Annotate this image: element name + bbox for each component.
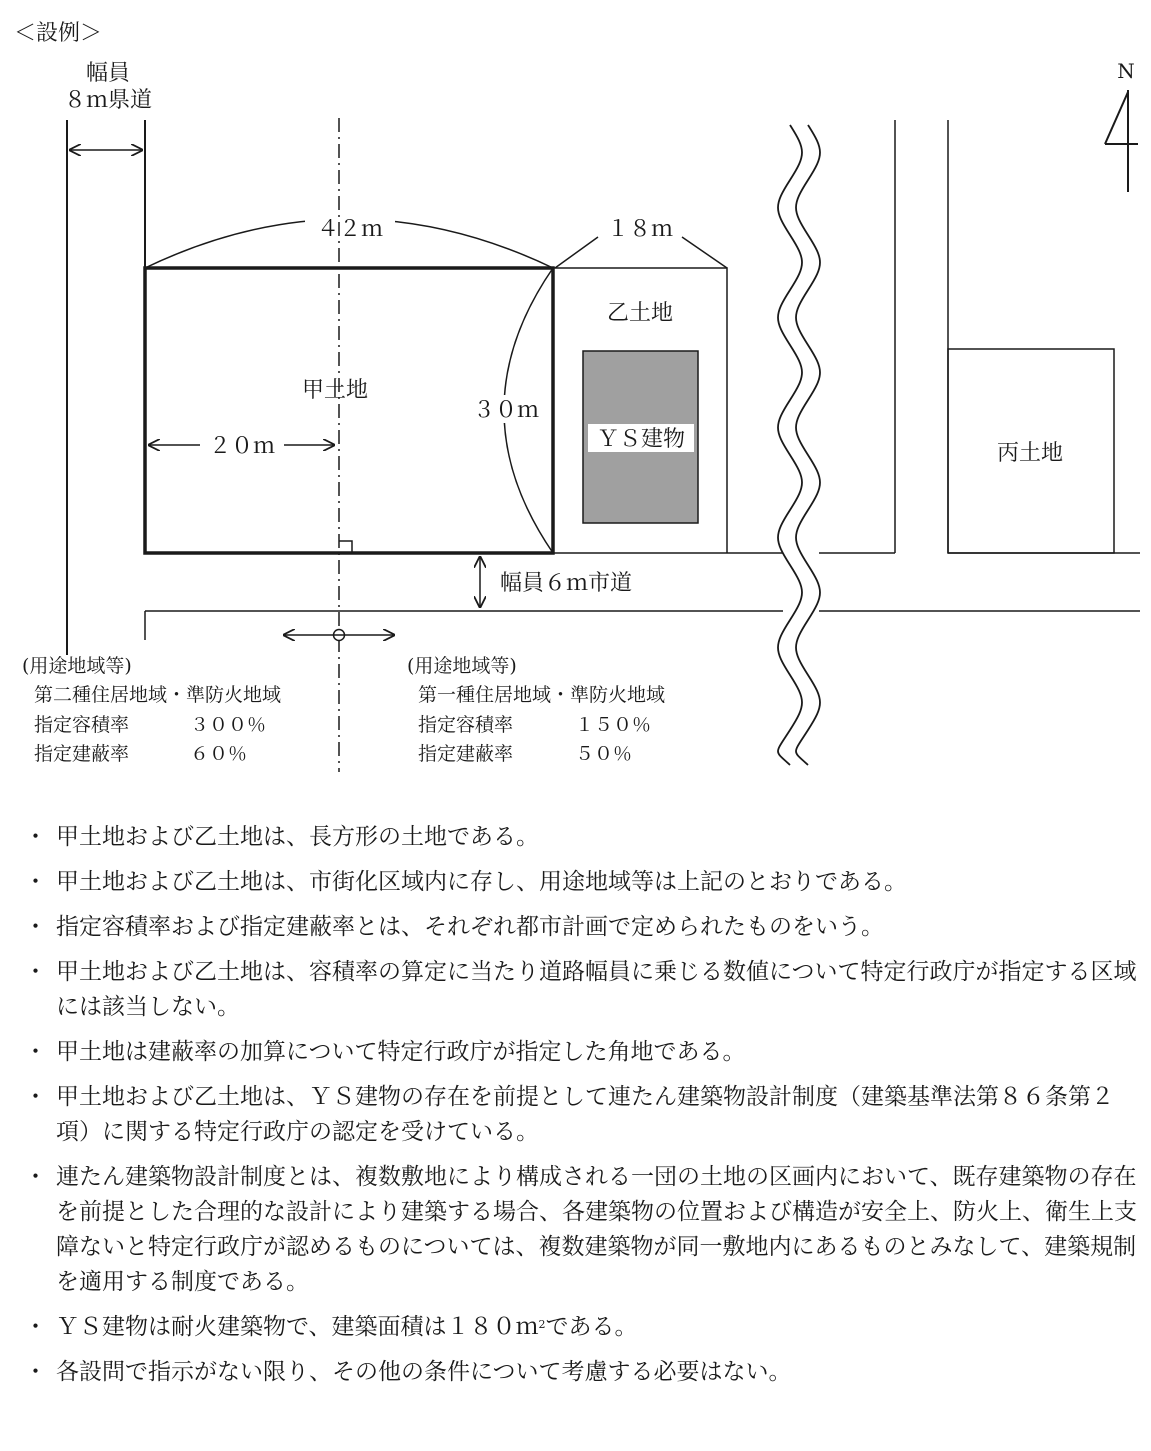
zone-left-bcr-label: 指定建蔽率 bbox=[34, 743, 130, 765]
lot-ko-label: 甲土地 bbox=[301, 378, 369, 403]
ys-building-label: ＹＳ建物 bbox=[596, 427, 686, 452]
zone-right-far-value: １５０％ bbox=[575, 714, 652, 736]
condition-text: 甲土地および乙土地は、長方形の土地である。 bbox=[56, 824, 539, 850]
diagram-title: ＜設例＞ bbox=[14, 21, 103, 46]
condition-text: 各設問で指示がない限り、その他の条件について考慮する必要はない。 bbox=[56, 1359, 792, 1385]
zone-right-far-label: 指定容積率 bbox=[418, 714, 514, 736]
condition-text: 甲土地は建蔽率の加算について特定行政庁が指定した角地である。 bbox=[56, 1039, 746, 1065]
condition-item bbox=[20, 820, 1145, 855]
zone-left-far-value: ３００％ bbox=[190, 714, 267, 736]
bullet: ・ bbox=[24, 1164, 47, 1190]
right-angle-mark bbox=[339, 541, 352, 553]
condition-item bbox=[20, 955, 1145, 1025]
bullet: ・ bbox=[24, 1314, 47, 1340]
condition-item bbox=[20, 1035, 1145, 1070]
lot-hei-label: 丙土地 bbox=[996, 441, 1064, 466]
zone-left-far-label: 指定容積率 bbox=[34, 714, 130, 736]
bullet: ・ bbox=[24, 1359, 47, 1385]
condition-text: 甲土地および乙土地は、ＹＳ建物の存在を前提として連たん建築物設計制度（建築基準法第８６条第２項）に関する特定行政庁の認定を受けている。 bbox=[56, 1084, 1114, 1145]
bullet: ・ bbox=[24, 914, 47, 940]
lot-ko-width-label: ４２ｍ bbox=[316, 217, 384, 242]
zone-left-heading: (用途地域等) bbox=[22, 655, 132, 677]
lot-otsu-label: 乙土地 bbox=[606, 301, 674, 326]
condition-item bbox=[20, 910, 1145, 945]
condition-area-after: である。 bbox=[545, 1314, 638, 1340]
bullet: ・ bbox=[24, 824, 47, 850]
condition-text: 連たん建築物設計制度とは、複数敷地により構成される一団の土地の区画内において、既存建築物の存在を前提とした合理的な設計により建築する場合、各建築物の位置および構造が安全上、防火上、衛生上支障ないと特定行政庁が認めるものについては、複数建築物が同一敷地内にあるものとみなして、建築規制を適用する制度である。 bbox=[56, 1164, 1137, 1295]
zone-info-right bbox=[407, 655, 665, 765]
north-label: N bbox=[1117, 59, 1135, 83]
condition-text: 甲土地および乙土地は、市街化区域内に存し、用途地域等は上記のとおりである。 bbox=[56, 869, 907, 895]
condition-item bbox=[20, 1080, 1145, 1150]
condition-item bbox=[20, 1310, 1145, 1345]
north-arrow bbox=[1105, 59, 1138, 192]
prefectural-road-label-1: 幅員 bbox=[85, 61, 131, 86]
city-road-label: 幅員６ｍ市道 bbox=[500, 571, 633, 596]
zone-right-bcr-value: ５０％ bbox=[575, 743, 633, 765]
lot-otsu-width-label: １８ｍ bbox=[606, 217, 674, 242]
prefectural-road-label-2: ８ｍ県道 bbox=[63, 88, 153, 113]
squared-superscript: 2 bbox=[538, 1318, 546, 1331]
zone-right-type: 第一種住居地域・準防火地域 bbox=[418, 684, 666, 706]
condition-text: 指定容積率および指定建蔽率とは、それぞれ都市計画で定められたものをいう。 bbox=[56, 914, 884, 940]
lot-ko-offset-label: ２０ｍ bbox=[208, 434, 276, 459]
zone-info-left bbox=[22, 655, 281, 765]
condition-item bbox=[20, 1355, 1145, 1390]
zone-right-heading: (用途地域等) bbox=[407, 655, 517, 677]
condition-item bbox=[20, 865, 1145, 900]
bullet: ・ bbox=[24, 869, 47, 895]
condition-text: 甲土地および乙土地は、容積率の算定に当たり道路幅員に乗じる数値について特定行政庁が指定する区域には該当しない。 bbox=[56, 959, 1137, 1020]
bullet: ・ bbox=[24, 959, 47, 985]
condition-item bbox=[20, 1160, 1145, 1300]
condition-area-before: ＹＳ建物は耐火建築物で、建築面積は１８０ｍ bbox=[56, 1314, 539, 1340]
zone-right-bcr-label: 指定建蔽率 bbox=[418, 743, 514, 765]
bullet: ・ bbox=[24, 1084, 47, 1110]
bullet: ・ bbox=[24, 1039, 47, 1065]
zone-left-type: 第二種住居地域・準防火地域 bbox=[34, 684, 282, 706]
lot-ko-depth-label: ３０ｍ bbox=[472, 398, 540, 423]
conditions-list bbox=[20, 820, 1145, 1400]
city-road bbox=[145, 553, 1140, 640]
prefectural-road bbox=[64, 61, 152, 655]
zone-left-bcr-value: ６０％ bbox=[190, 743, 248, 765]
